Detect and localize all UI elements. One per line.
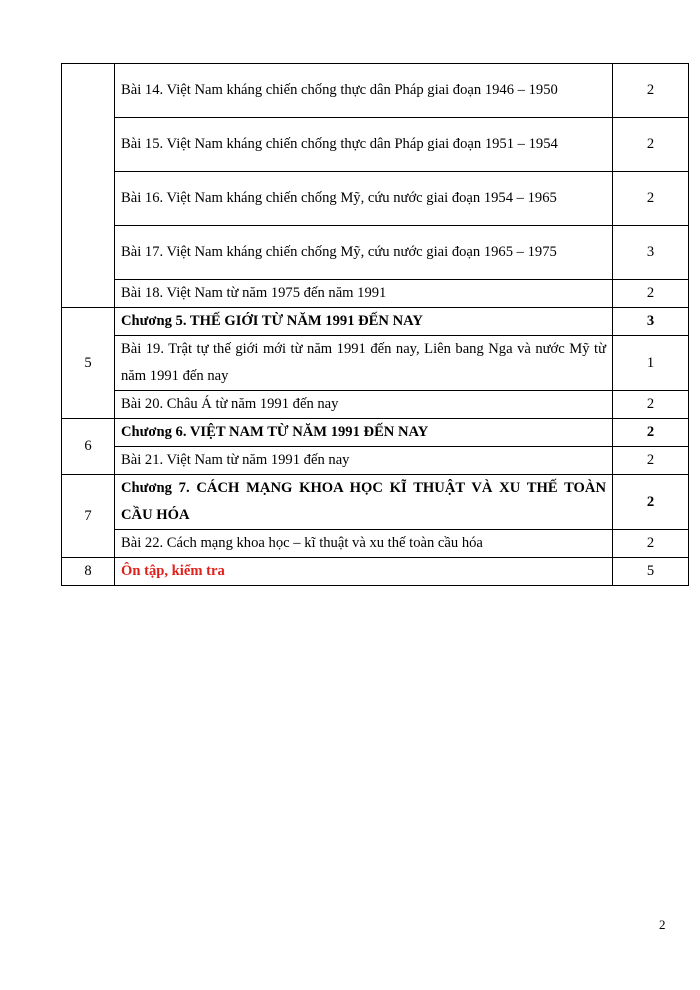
lesson-title: Bài 19. Trật tự thế giới mới từ năm 1991 đến nay, Liên bang Nga và nước Mỹ từ năm 1991 đến nay — [115, 336, 613, 391]
table-row — [62, 172, 689, 226]
review-hours: 5 — [613, 558, 689, 586]
lesson-title: Bài 15. Việt Nam kháng chiến chống thực dân Pháp giai đoạn 1951 – 1954 — [115, 118, 613, 172]
table-row — [62, 419, 689, 447]
lesson-hours: 2 — [613, 280, 689, 308]
lesson-hours: 2 — [613, 172, 689, 226]
lesson-hours: 2 — [613, 391, 689, 419]
chapter-hours: 2 — [613, 419, 689, 447]
table-row — [62, 118, 689, 172]
table-row — [62, 280, 689, 308]
chapter-hours: 2 — [613, 475, 689, 530]
group-number: 6 — [62, 419, 115, 475]
lesson-hours: 2 — [613, 530, 689, 558]
table-row — [62, 530, 689, 558]
table-row — [62, 475, 689, 530]
lesson-hours: 2 — [613, 64, 689, 118]
group-number: 5 — [62, 308, 115, 419]
lesson-title: Bài 20. Châu Á từ năm 1991 đến nay — [115, 391, 613, 419]
chapter-title: Chương 7. CÁCH MẠNG KHOA HỌC KĨ THUẬT VÀ XU THẾ TOÀN CẦU HÓA — [115, 475, 613, 530]
lesson-hours: 1 — [613, 336, 689, 391]
page-number: 2 — [659, 917, 666, 932]
chapter-title: Chương 6. VIỆT NAM TỪ NĂM 1991 ĐẾN NAY — [115, 419, 613, 447]
lesson-title: Bài 14. Việt Nam kháng chiến chống thực dân Pháp giai đoạn 1946 – 1950 — [115, 64, 613, 118]
lesson-title: Bài 16. Việt Nam kháng chiến chống Mỹ, cứu nước giai đoạn 1954 – 1965 — [115, 172, 613, 226]
table-row — [62, 558, 689, 586]
table-row — [62, 336, 689, 391]
group-number: 7 — [62, 475, 115, 558]
lesson-title: Bài 18. Việt Nam từ năm 1975 đến năm 1991 — [115, 280, 613, 308]
table-row — [62, 447, 689, 475]
table-row — [62, 308, 689, 336]
lesson-title: Bài 17. Việt Nam kháng chiến chống Mỹ, cứu nước giai đoạn 1965 – 1975 — [115, 226, 613, 280]
table-row — [62, 226, 689, 280]
lesson-title: Bài 22. Cách mạng khoa học – kĩ thuật và xu thế toàn cầu hóa — [115, 530, 613, 558]
lesson-title: Bài 21. Việt Nam từ năm 1991 đến nay — [115, 447, 613, 475]
group-number-cell — [62, 64, 115, 308]
syllabus-table — [61, 63, 689, 586]
chapter-title: Chương 5. THẾ GIỚI TỪ NĂM 1991 ĐẾN NAY — [115, 308, 613, 336]
lesson-hours: 2 — [613, 118, 689, 172]
table-row — [62, 64, 689, 118]
lesson-hours: 2 — [613, 447, 689, 475]
table-row — [62, 391, 689, 419]
group-number: 8 — [62, 558, 115, 586]
review-title: Ôn tập, kiểm tra — [115, 558, 613, 586]
lesson-hours: 3 — [613, 226, 689, 280]
chapter-hours: 3 — [613, 308, 689, 336]
